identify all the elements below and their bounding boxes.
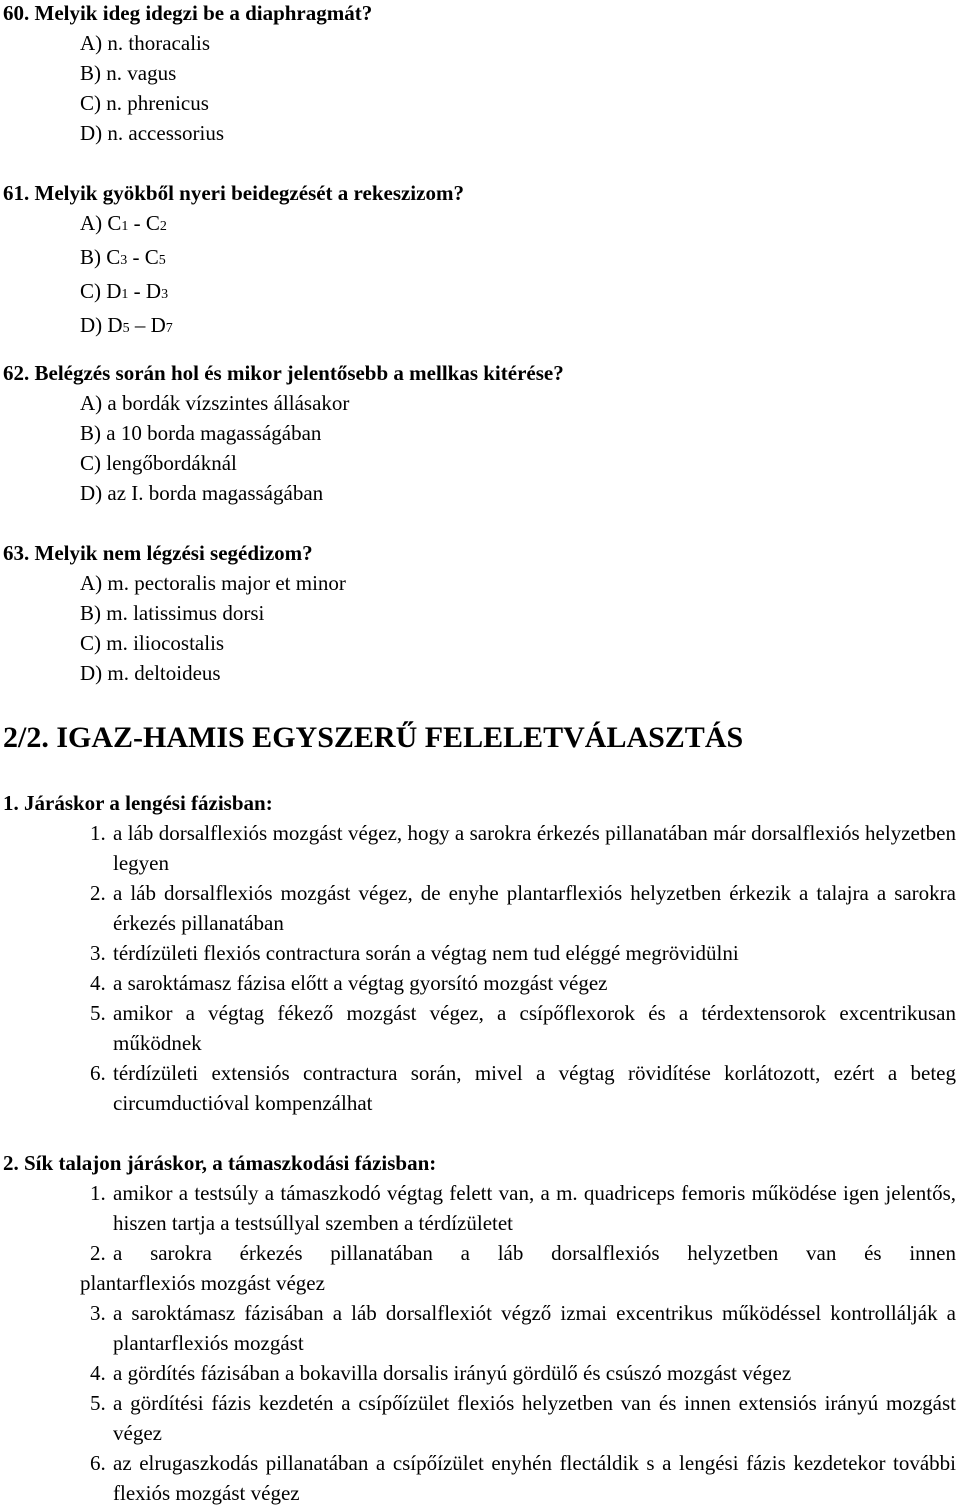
tf-item: [3, 938, 958, 968]
option-index: 3: [161, 287, 169, 302]
item-text: térdízületi flexiós contractura során a végtag nem tud eléggé megrövidülni: [113, 941, 739, 965]
option-index: 5: [158, 253, 166, 268]
option-text: - D: [128, 279, 162, 303]
option-c: [80, 276, 958, 310]
option-text: – D: [129, 313, 166, 337]
tf-item: [3, 1388, 958, 1448]
question-62: [3, 358, 958, 508]
item-text: a saroktámasz fázisában a láb dorsalflexiót végző izmai excentrikus működéssel kontrollálják a plantarflexiós mozgást: [113, 1301, 956, 1355]
question-title: 63. Melyik nem légzési segédizom?: [3, 541, 313, 565]
option-d: [80, 310, 958, 344]
item-number: 1.: [90, 821, 106, 845]
item-text: az elrugaszkodás pillanatában a csípőízület enyhén flectáldik s a lengési fázis kezdetekor további flexiós mozgást végez: [113, 1451, 956, 1505]
question-title: 62. Belégzés során hol és mikor jelentősebb a mellkas kitérése?: [3, 361, 564, 385]
option-b: [80, 242, 958, 276]
option-text: C) D: [80, 279, 122, 303]
option-index: 1: [121, 219, 129, 234]
item-text-continuation: plantarflexiós mozgást végez: [80, 1271, 325, 1295]
question-63: [3, 538, 958, 688]
option-b: B) n. vagus: [80, 61, 177, 85]
tf-group-2: [3, 1148, 958, 1508]
option-index: 2: [159, 219, 167, 234]
option-a: A) n. thoracalis: [80, 31, 211, 55]
question-61: [3, 178, 958, 344]
option-b: B) a 10 borda magasságában: [80, 421, 322, 445]
tf-item: [3, 998, 958, 1058]
item-number: 4.: [90, 971, 106, 995]
tf-item: [3, 1058, 958, 1118]
option-c: C) n. phrenicus: [80, 91, 209, 115]
item-number: 3.: [90, 1301, 106, 1325]
item-text: amikor a végtag fékező mozgást végez, a csípőflexorok és a térdextensorok excentrikusan működnek: [113, 1001, 956, 1055]
tf-item: [3, 1448, 958, 1508]
item-text: a gördítési fázis kezdetén a csípőízület flexiós helyzetben van és innen extensiós irányú mozgást végez: [113, 1391, 956, 1445]
tf-item: [3, 968, 958, 998]
item-number: 6.: [90, 1061, 106, 1085]
item-text: a láb dorsalflexiós mozgást végez, de enyhe plantarflexiós helyzetben érkezik a talajra a sarokra érkezés pillanatában: [113, 881, 956, 935]
item-number: 3.: [90, 941, 106, 965]
tf-item: [3, 1298, 958, 1358]
question-60: [3, 0, 958, 148]
option-a: A) m. pectoralis major et minor: [80, 571, 346, 595]
item-text: a gördítés fázisában a bokavilla dorsalis irányú gördülő és csúszó mozgást végez: [113, 1361, 792, 1385]
item-text: térdízületi extensiós contractura során, mivel a végtag rövidítése korlátozott, ezért a beteg circumductióval kompenzálhat: [113, 1061, 956, 1115]
option-index: 1: [121, 287, 129, 302]
tf-item: [3, 1178, 958, 1238]
option-index: 5: [122, 321, 130, 336]
tf-group-title: 2. Sík talajon járáskor, a támaszkodási fázisban:: [3, 1151, 437, 1175]
item-text: amikor a testsúly a támaszkodó végtag felett van, a m. quadriceps femoris működése igen jelentős, hiszen tartja a testsúllyal szemben a térdízületet: [113, 1181, 956, 1235]
option-b: B) m. latissimus dorsi: [80, 601, 265, 625]
tf-item: [3, 1358, 958, 1388]
tf-item: [3, 1238, 958, 1298]
option-text: A) C: [80, 211, 122, 235]
option-text: B) C: [80, 245, 121, 269]
item-number: 6.: [90, 1451, 106, 1475]
item-number: 2.: [90, 881, 106, 905]
item-number: 5.: [90, 1391, 106, 1415]
tf-item: [3, 818, 958, 878]
option-d: D) m. deltoideus: [80, 661, 221, 685]
section-heading: 2/2. IGAZ-HAMIS EGYSZERŰ FELELETVÁLASZTÁS: [3, 721, 744, 754]
option-text: - C: [127, 245, 159, 269]
item-number: 1.: [90, 1181, 106, 1205]
question-title: 60. Melyik ideg idegzi be a diaphragmát?: [3, 1, 373, 25]
option-text: - C: [128, 211, 160, 235]
option-text: D) D: [80, 313, 123, 337]
item-number: 5.: [90, 1001, 106, 1025]
item-text: a saroktámasz fázisa előtt a végtag gyorsító mozgást végez: [113, 971, 608, 995]
option-d: D) az I. borda magasságában: [80, 481, 324, 505]
option-index: 3: [120, 253, 128, 268]
item-number: 4.: [90, 1361, 106, 1385]
tf-group-title: 1. Járáskor a lengési fázisban:: [3, 791, 273, 815]
item-number: 2.: [90, 1241, 106, 1265]
item-text: a láb dorsalflexiós mozgást végez, hogy a sarokra érkezés pillanatában már dorsalflexiós helyzetben legyen: [113, 821, 956, 875]
tf-group-1: [3, 788, 958, 1118]
tf-item: [3, 878, 958, 938]
option-c: C) m. iliocostalis: [80, 631, 225, 655]
item-text: a sarokra érkezés pillanatában a láb dorsalflexiós helyzetben van és innen: [113, 1241, 956, 1265]
option-index: 7: [165, 321, 173, 336]
option-d: D) n. accessorius: [80, 121, 225, 145]
option-a: A) a bordák vízszintes állásakor: [80, 391, 350, 415]
question-title: 61. Melyik gyökből nyeri beidegzését a rekeszizom?: [3, 181, 464, 205]
option-a: [80, 208, 958, 242]
option-c: C) lengőbordáknál: [80, 451, 237, 475]
